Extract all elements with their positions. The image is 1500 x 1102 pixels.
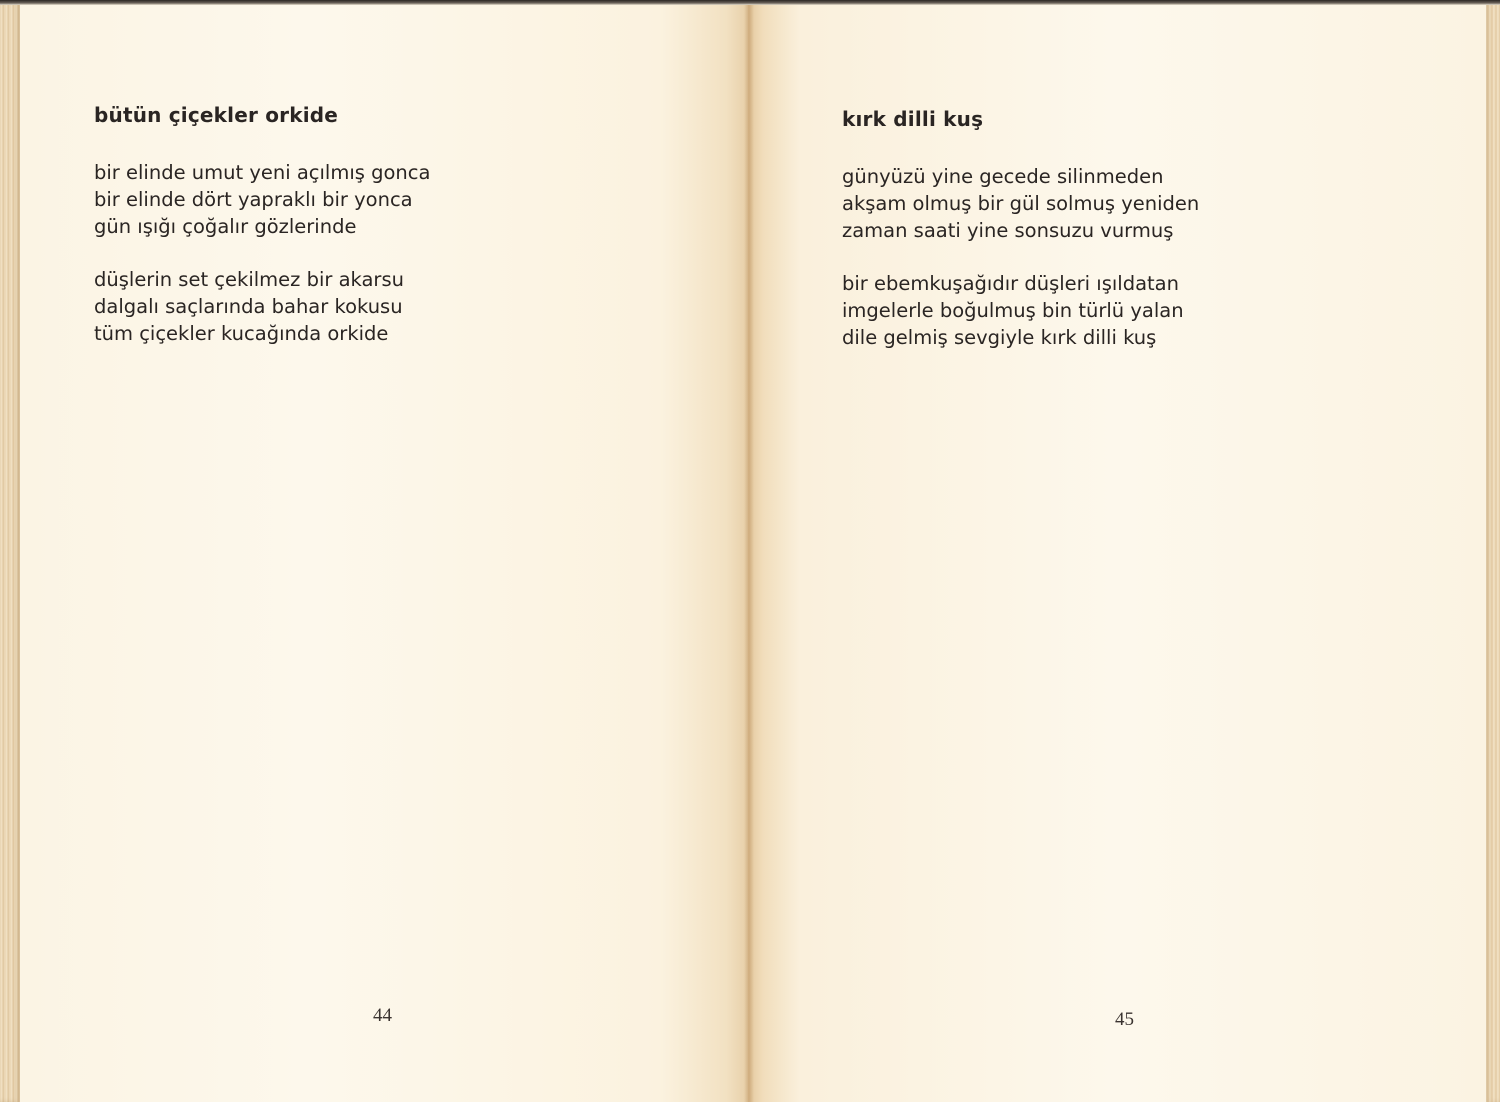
stanza-right-2 (842, 270, 1199, 351)
poem-line: tüm çiçekler kucağında orkide (94, 322, 389, 345)
stanza-right-1 (842, 163, 1199, 244)
poem-right (842, 105, 1199, 377)
poem-line: gün ışığı çoğalır gözlerinde (94, 215, 357, 238)
poem-line: imgelerle boğulmuş bin türlü yalan (842, 299, 1184, 322)
poem-line: bir elinde dört yapraklı bir yonca (94, 188, 413, 211)
book-gutter (744, 0, 754, 1102)
poem-title-left: bütün çiçekler orkide (94, 103, 339, 127)
stanza-left-2 (94, 266, 430, 347)
page-number-left: 44 (373, 1005, 392, 1026)
poem-title-right: kırk dilli kuş (842, 107, 984, 131)
poem-line: bir elinde umut yeni açılmış gonca (94, 161, 431, 184)
poem-line: zaman saati yine sonsuzu vurmuş (842, 219, 1174, 242)
page-edges-right (1486, 0, 1500, 1102)
poem-line: dile gelmiş sevgiyle kırk dilli kuş (842, 326, 1157, 349)
top-shadow-edge (0, 0, 1500, 5)
poem-line: düşlerin set çekilmez bir akarsu (94, 268, 404, 291)
right-page (748, 5, 1486, 1102)
poem-line: dalgalı saçlarında bahar kokusu (94, 295, 403, 318)
page-edges-left (0, 0, 20, 1102)
poem-line: bir ebemkuşağıdır düşleri ışıldatan (842, 272, 1179, 295)
page-number-right: 45 (1115, 1009, 1134, 1030)
poem-line: akşam olmuş bir gül solmuş yeniden (842, 192, 1200, 215)
left-page (20, 5, 748, 1102)
poem-left (94, 101, 430, 373)
stanza-left-1 (94, 159, 430, 240)
poem-line: günyüzü yine gecede silinmeden (842, 165, 1164, 188)
